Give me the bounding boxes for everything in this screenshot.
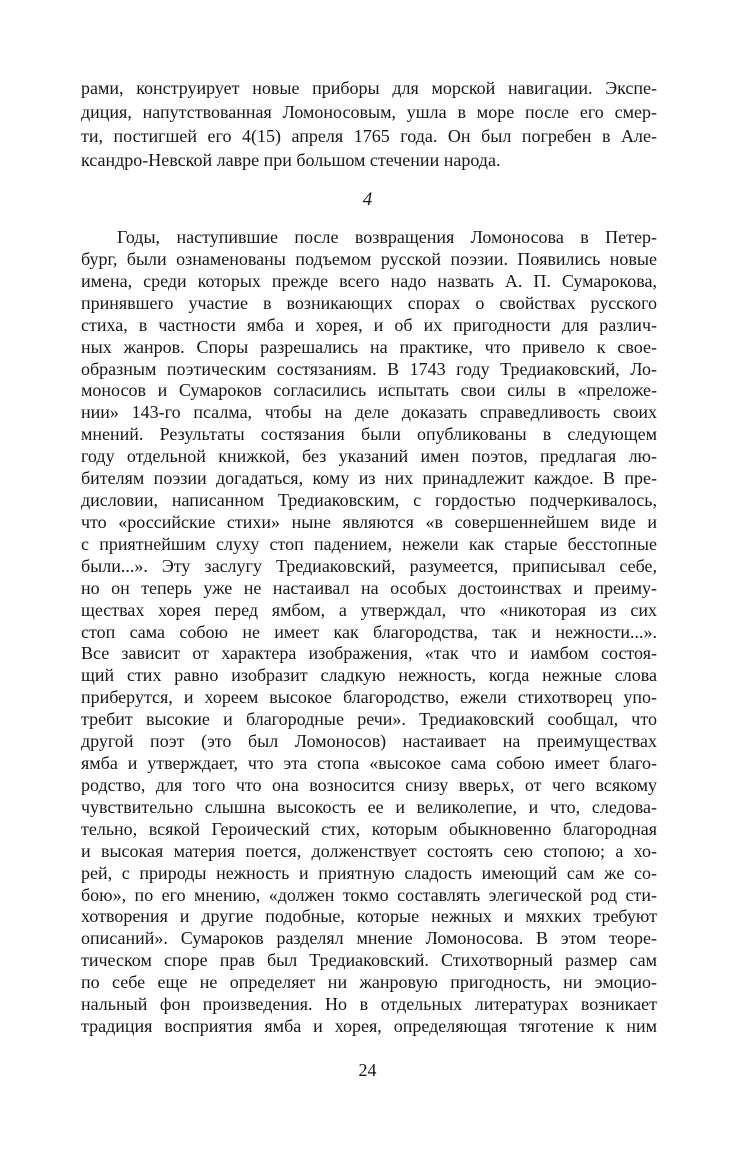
text-line: традиция восприятия ямба и хорея, определяющая тяготение к ним bbox=[81, 1016, 657, 1036]
text-line: другой поэт (это был Ломоносов) настаивает на преимуществах bbox=[81, 731, 657, 752]
text-line: тическом споре прав был Тредиаковский. Стихотворный размер сам bbox=[81, 950, 657, 971]
text-line: и высокая материя поется, долженствует состоять сею стопою; а хо- bbox=[81, 840, 657, 861]
text-line: ямба и утверждает, что эта стопа «высокое сама собою имеет благо- bbox=[81, 753, 657, 773]
text-line: приберутся, и хореем высокое благородство, ежели стихотворец упо- bbox=[81, 687, 657, 708]
text-line: тельно, всякой Героический стих, которым обыкновенно благородная bbox=[81, 818, 657, 839]
text-line: моносов и Сумароков согласились испытать свои силы в «преложе- bbox=[81, 380, 657, 401]
page-number: 24 bbox=[358, 1060, 377, 1080]
text-line: требит высокие и благородные речи». Тредиаковский сообщал, что bbox=[81, 709, 657, 730]
text-line: нальный фон произведения. Но в отдельных литературах возникает bbox=[81, 994, 657, 1015]
text-line: были...». Эту заслугу Тредиаковский, разумеется, приписывал себе, bbox=[81, 555, 657, 576]
text-line: стоп сама собою не имеет как благородства, так и нежности...». bbox=[81, 621, 657, 642]
text-line: принявшего участие в возникающих спорах о свойствах русского bbox=[81, 292, 657, 313]
text-line: по себе еще не определяет ни жанровую пригодность, ни эмоцио- bbox=[81, 972, 657, 993]
text-line: ществах хорея перед ямбом, а утверждал, что «никоторая из сих bbox=[81, 599, 657, 620]
text-line: рей, с природы нежность и приятную сладость имеющий сам же со- bbox=[81, 862, 657, 883]
text-line: Годы, наступившие после возвращения Ломоносова в Петер- bbox=[117, 227, 657, 247]
text-line: хотворения и другие подобные, которые нежных и мяхких требуют bbox=[81, 906, 657, 927]
text-line: чувствительно слышна высокость ее и великолепие, и что, следова- bbox=[81, 796, 657, 817]
text-line: бург, были ознаменованы подъемом русской поэзии. Появились новые bbox=[81, 248, 657, 269]
text-line: ти, постигшей его 4(15) апреля 1765 года. Он был погребен в Але- bbox=[81, 126, 657, 146]
text-line: щий стих равно изобразит сладкую нежность, когда нежные слова bbox=[81, 665, 657, 686]
text-line: бою», по его мнению, «должен токмо составлять элегической род сти- bbox=[81, 884, 657, 905]
text-line: Все зависит от характера изображения, «так что и иамбом состоя- bbox=[81, 643, 657, 664]
text-line: родство, для того что она возносится снизу вверьх, от чего всякому bbox=[81, 774, 657, 795]
text-line: дисловии, написанном Тредиаковским, с гордостью подчеркивалось, bbox=[81, 490, 657, 510]
text-line: нии» 143-го псалма, чтобы на деле доказать справедливость своих bbox=[81, 402, 657, 423]
section-number: 4 bbox=[362, 189, 373, 210]
text-line: но он теперь уже не настаивал на особых достоинствах и преиму- bbox=[81, 577, 657, 598]
text-line: стиха, в частности ямба и хорея, и об их пригодности для различ- bbox=[81, 314, 657, 335]
text-line: описаний». Сумароков разделял мнение Ломоносова. В этом теоре- bbox=[81, 928, 657, 949]
text-line: рами, конструирует новые приборы для морской навигации. Экспе- bbox=[81, 78, 657, 98]
text-line: ксандро-Невской лавре при большом стечении народа. bbox=[81, 150, 501, 170]
text-line: имена, среди которых прежде всего надо назвать А. П. Сумарокова, bbox=[81, 270, 657, 291]
text-line: мнений. Результаты состязания были опубликованы в следующем bbox=[81, 424, 657, 445]
text-line: ных жанров. Споры разрешались на практике, что привело к свое- bbox=[81, 336, 657, 357]
text-line: что «российские стихи» ныне являются «в совершеннейшем виде и bbox=[81, 511, 657, 532]
text-line: с приятнейшим слуху стоп падением, нежели как старые бесстопные bbox=[81, 533, 657, 554]
text-line: году отдельной книжкой, без указаний имен поэтов, предлагая лю- bbox=[81, 446, 657, 467]
text-line: образным поэтическим состязаниям. В 1743 году Тредиаковский, Ло- bbox=[81, 358, 657, 379]
text-line: диция, напутствованная Ломоносовым, ушла в море после его смер- bbox=[81, 102, 657, 122]
text-line: бителям поэзии догадаться, кому из них принадлежит каждое. В пре- bbox=[81, 468, 657, 489]
